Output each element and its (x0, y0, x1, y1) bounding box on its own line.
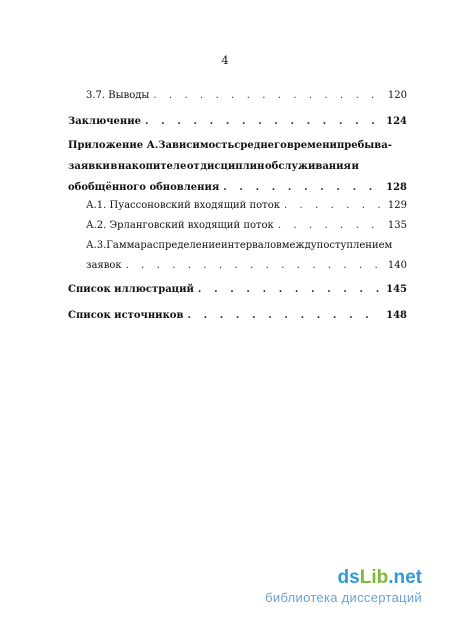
word: обслуживания (264, 161, 351, 172)
watermark-ds: ds (337, 567, 360, 588)
toc-entry-label: 3.7. Выводы (86, 90, 150, 101)
dot-leader (278, 220, 384, 232)
word: и (351, 161, 359, 172)
word: дисциплин (200, 161, 265, 172)
toc-entry-3-7[interactable] (86, 90, 407, 102)
watermark-subtitle: библиотека диссертаций (265, 590, 422, 605)
toc-entry-page: 120 (387, 90, 407, 101)
word: Зависимость (158, 140, 235, 151)
word: заявки (68, 161, 110, 172)
toc-entry-a2[interactable] (86, 220, 407, 232)
word: от (186, 161, 200, 172)
toc-entry-page: 128 (386, 182, 407, 193)
toc-entry-appendix-a-line1[interactable] (68, 140, 392, 152)
toc-entry-appendix-a-line2[interactable] (68, 161, 359, 173)
watermark-lib: Lib (359, 567, 389, 588)
watermark-net: .net (388, 567, 422, 588)
word: между (281, 240, 317, 251)
toc-entry-label: заявок (86, 260, 122, 271)
toc-entry-appendix-a-line3[interactable] (68, 182, 407, 194)
word: пребыва- (336, 140, 392, 151)
toc-entry-label: Заключение (68, 116, 141, 127)
dot-leader (223, 182, 382, 194)
toc-entry-label: Список источников (68, 310, 184, 321)
toc-entry-label: обобщённого обновления (68, 182, 220, 193)
toc-entry-a1[interactable] (86, 200, 407, 212)
word: А.3. (86, 240, 107, 251)
dot-leader (187, 310, 382, 322)
watermark-logo (265, 568, 422, 588)
toc-entry-illustrations[interactable] (68, 284, 407, 296)
toc-entry-page: 124 (386, 116, 407, 127)
word: накопителе (117, 161, 187, 172)
word: поступлением (316, 240, 393, 251)
toc-entry-page: 135 (387, 220, 407, 231)
word: среднего (234, 140, 287, 151)
toc-entry-page: 148 (386, 310, 407, 321)
toc-entry-page: 145 (386, 284, 407, 295)
word: распределение (140, 240, 221, 251)
dot-leader (126, 260, 384, 272)
toc-entry-label: А.2. Эрланговский входящий поток (86, 220, 274, 231)
toc-entry-page: 129 (387, 200, 407, 211)
toc-entry-conclusion[interactable] (68, 116, 407, 128)
dot-leader (284, 200, 384, 212)
dot-leader (145, 116, 382, 128)
toc-entry-sources[interactable] (68, 310, 407, 322)
toc-entry-a3-line1[interactable] (86, 240, 393, 252)
word: Приложение А. (68, 140, 159, 151)
toc-entry-label: А.1. Пуассоновский входящий поток (86, 200, 280, 211)
word: Гамма (106, 240, 141, 251)
dot-leader (153, 90, 384, 102)
dot-leader (198, 284, 382, 296)
word: интервалов (220, 240, 282, 251)
toc-entry-label: Список иллюстраций (68, 284, 194, 295)
toc-entry-a3-line2[interactable] (86, 260, 407, 272)
word: времени (286, 140, 337, 151)
toc-entry-page: 140 (387, 260, 407, 271)
page-number: 4 (221, 54, 229, 67)
watermark (265, 568, 422, 605)
word: в (110, 161, 118, 172)
